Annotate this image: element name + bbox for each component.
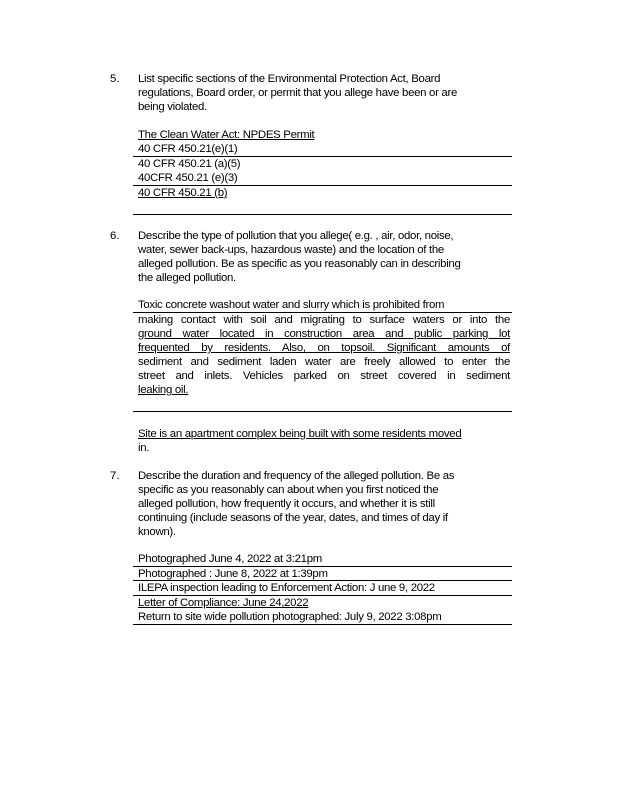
q7-line-2: specific as you reasonably can about when you first noticed the (138, 484, 439, 496)
q6-line-1: Describe the type of pollution that you allege( e.g. , air, odor, noise, (138, 230, 454, 242)
q5-line-3: being violated. (138, 101, 207, 113)
q6-answer-line-5: sediment and sediment laden water are freely allowed to enter the (138, 356, 510, 368)
q6-answer-line-3: ground water located in construction area and public parking lot (138, 328, 510, 340)
q5-answer-2: 40 CFR 450.21(e)(1) (138, 143, 238, 155)
q5-line-2: regulations, Board order, or permit that you allege have been or are (138, 87, 457, 99)
q7-answer-4: Letter of Compliance: June 24,2022 (138, 597, 309, 609)
q6-line-3: alleged pollution. Be as specific as you reasonably can in describing (138, 258, 461, 270)
q7-answer-3: ILEPA inspection leading to Enforcement Action: J une 9, 2022 (138, 582, 435, 594)
q7-answer-5: Return to site wide pollution photographed: July 9, 2022 3:08pm (138, 611, 442, 623)
q5-answer-4: 40CFR 450.21 (e)(3) (138, 172, 238, 184)
q7-line-1: Describe the duration and frequency of the alleged pollution. Be as (138, 470, 455, 482)
q6-rule-2 (133, 411, 512, 412)
q6-number: 6. (110, 230, 120, 242)
q7-number: 7. (110, 470, 120, 482)
q6-answer-line-7: leaking oil. (138, 384, 189, 396)
q7-answer-2: Photographed : June 8, 2022 at 1:39pm (138, 568, 328, 580)
q7-line-4: continuing (include seasons of the year, dates, and times of day if (138, 512, 448, 524)
q5-answer-3: 40 CFR 450.21 (a)(5) (138, 158, 241, 170)
q5-rule-3 (133, 214, 512, 215)
q7-rule-4 (133, 624, 512, 625)
q5-number: 5. (110, 73, 120, 85)
q5-answer-1: The Clean Water Act: NPDES Permit (138, 129, 315, 141)
q7-answer-1: Photographed June 4, 2022 at 3:21pm (138, 553, 322, 565)
q6-answer-line-2: making contact with soil and migrating to surface waters or into the (138, 314, 510, 326)
q5-line-1: List specific sections of the Environmental Protection Act, Board (138, 73, 441, 85)
q7-line-3: alleged pollution, how frequently it occurs, and whether it is still (138, 498, 435, 510)
q6-site-line-1: Site is an apartment complex being built with some residents moved (138, 428, 462, 440)
q7-line-5: known). (138, 526, 176, 538)
q6-answer-line-6: street and inlets. Vehicles parked on street covered in sediment (138, 370, 510, 382)
q6-line-4: the alleged pollution. (138, 272, 236, 284)
q6-site-line-2: in. (138, 442, 150, 454)
q5-answer-5: 40 CFR 450.21 (b) (138, 187, 228, 199)
q6-answer-line-4: frequented by residents. Also, on topsoil. Significant amounts of (138, 342, 510, 354)
q6-answer-line-1: Toxic concrete washout water and slurry which is prohibited from (138, 299, 445, 311)
q6-line-2: water, sewer back-ups, hazardous waste) and the location of the (138, 244, 444, 256)
